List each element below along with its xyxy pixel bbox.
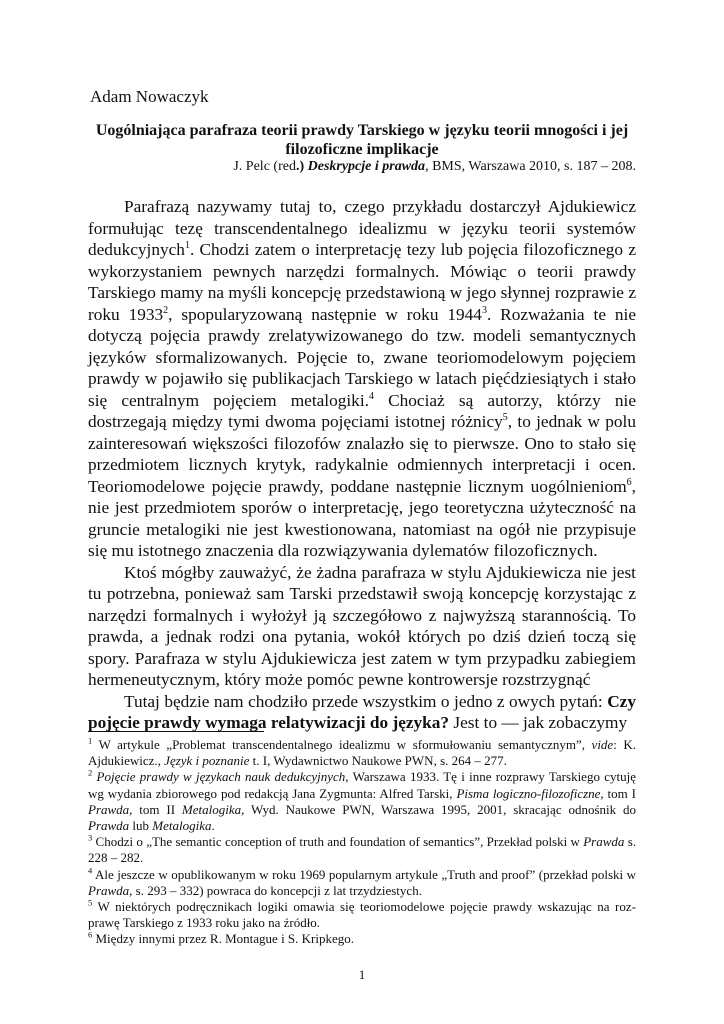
text-span: , spopularyzowaną następnie w roku 1944 [168, 304, 482, 324]
text-span: Chodzi o „The semantic conception of truth and foundation of semantics”, Przekład polski w [92, 834, 584, 850]
text-span: s. 228 – 282. [88, 834, 636, 866]
citation-details: , BMS, Warszawa 2010, s. 187 – 208. [425, 159, 636, 174]
publication-citation [88, 159, 636, 175]
footnote-2 [88, 769, 636, 834]
paragraph-1 [88, 196, 636, 562]
footnote-number: 3 [88, 832, 93, 843]
text-span: Prawda [88, 882, 130, 898]
citation-book-title: Deskrypcje i prawda [304, 159, 426, 174]
footnote-ref-6[interactable]: 6 [626, 476, 632, 488]
footnote-ref-1[interactable]: 1 [184, 240, 190, 252]
footnote-ref-5[interactable]: 5 [502, 412, 508, 424]
footnote-number: 5 [88, 897, 93, 908]
citation-editor-abbrev: .) [295, 159, 305, 174]
author-name: Adam Nowaczyk [90, 87, 209, 106]
footnote-number: 6 [88, 930, 93, 941]
text-span: , tom II [129, 801, 182, 817]
text-span: Parafrazą nazywamy tutaj to, czego przykładu dostarczył Ajdukiewicz formułując tezę transcendentalnego idealizmu w języku teorii systemów dedukcyjnych [88, 197, 636, 259]
text-span: lub [129, 818, 153, 834]
article-title: Uogólniająca parafraza teorii prawdy Tarskiego w języku teorii mnogości i jej filozoficzne implikacje [95, 122, 629, 158]
text-span: , s. 293 – 332) powraca do koncepcji z lat trzydziestych. [129, 882, 422, 898]
footnote-ref-2[interactable]: 2 [163, 304, 169, 316]
text-span: Metalogika [152, 818, 212, 834]
text-span: W artykule „Problemat transcendentalnego idealizmu w sformułowaniu semantycznym”, [92, 737, 592, 752]
text-span: Język i poznanie [164, 753, 250, 769]
text-span: , Warszawa 1933. Tę i inne rozprawy Tarskiego cytuję wg wydania zbiorowego pod redakcją Jana Zygmunta: Alfred Tarski, [88, 769, 636, 801]
page-number: 1 [358, 967, 366, 982]
text-span: t. I, Wydawnictwo Naukowe PWN, s. 264 – 277. [249, 753, 507, 769]
text-span: . [211, 818, 215, 834]
footnote-number: 4 [88, 865, 93, 876]
footnote-number: 2 [88, 768, 93, 779]
text-span: Pojęcie prawdy w językach nauk dedukcyjnych [92, 769, 346, 785]
footnote-1 [88, 737, 636, 769]
paragraph-3 [88, 691, 636, 734]
footnotes [88, 731, 636, 948]
text-span: Między innymi przez R. Montague i S. Kripkego. [92, 931, 355, 947]
footnote-ref-4[interactable]: 4 [368, 390, 374, 402]
text-span: , tom I [600, 785, 636, 801]
paragraph-2: Ktoś mógłby zauważyć, że żadna parafraza w stylu Ajdukiewicza nie jest tu potrzebna, ponieważ sam Tarski przedstawił swoją koncepcję korzystając z narzędzi formalnych i wyłożył ją szczegółowo z najwyższą starannością. To prawda, a jednak rodzi ona pytania, wokół których po dziś dzień toczą się spory. Parafraza w stylu Ajdukiewicza jest zatem w tym przypadku zabiegiem hermeneutycznym, który może pomóc pewne kontrowersje rozstrzygnąć [88, 562, 636, 689]
footnote-6 [88, 931, 636, 947]
text-span: Pisma logiczno-filozoficzne [456, 785, 601, 801]
footnote-separator [88, 731, 264, 732]
citation-editor: J. Pelc (red [233, 159, 296, 174]
text-span: Chociaż są autorzy, którzy nie dostrzegają między tymi dwoma pojęciami istotnej różnicy [88, 390, 636, 431]
key-question: Czy pojęcie prawdy wymaga relatywizacji do języka? [88, 691, 636, 732]
footnote-number: 1 [88, 735, 93, 746]
text-span: : K. Ajdukiewicz., [88, 737, 637, 769]
text-span: Prawda [88, 818, 130, 834]
text-span: Prawda [583, 834, 625, 850]
text-span: Prawda [88, 801, 130, 817]
main-text [88, 196, 636, 734]
footnote-5 [88, 899, 636, 931]
text-span: Jest to — jak zobaczymy [449, 713, 628, 732]
text-span: W niektórych podręcznikach logiki omawia się teoriomodelowe pojęcie prawdy wskazując na rozprawę Tarskiego z 1933 roku jako na źródło. [88, 899, 636, 931]
footnote-4 [88, 867, 636, 899]
text-span: , Wyd. Naukowe PWN, Warszawa 1995, 2001, skracając odnośnik do [241, 801, 636, 817]
text-span: . Rozważania te nie dotyczą pojęcia prawdy zrelatywizowanego do tzw. modeli semantycznych języków sformalizowanych. Pojęcie to, zwane teoriomodelowym pojęciem prawdy w pojawiło się publikacjach Tarskiego w latach pięćdziesiątych i stało się centralnym pojęciem metalogiki. [88, 304, 637, 410]
text-span: Metalogika [181, 801, 242, 817]
text-span: Ale jeszcze w opublikowanym w roku 1969 popularnym artykule „Truth and proof” (przekład polski w [92, 866, 636, 882]
text-span: . Chodzi zatem o interpretację tezy lub pojęcia filozoficznego z wykorzystaniem pewnych narzędzi formalnych. Mówiąc o teorii prawdy Tarskiego mamy na myśli koncepcję przedstawioną w jego słynnej rozprawie z roku 1933 [88, 240, 636, 324]
text-span: vide [591, 737, 614, 752]
text-span: , to jednak w polu zainteresowań większości filozofów znalazło się to pierwsze. Ono to stało się przedmiotem licznych krytyk, radykalnie odmiennych interpretacji i ocen. Teoriomodelowe pojęcie prawdy, poddane następnie licznym uogólnieniom [88, 412, 637, 496]
text-span: Tutaj będzie nam chodziło przede wszystkim o jedno z owych pytań: [124, 691, 608, 711]
footnote-3 [88, 834, 636, 866]
text-span: , nie jest przedmiotem sporów o interpretację, jego teoretyczna użyteczność na gruncie metalogiki nie jest kwestionowana, natomiast na ogół nie przypisuje się mu istotnego znaczenia dla rozwiązywania dylematów filozoficznych. [88, 476, 636, 560]
footnote-ref-3[interactable]: 3 [481, 304, 487, 316]
